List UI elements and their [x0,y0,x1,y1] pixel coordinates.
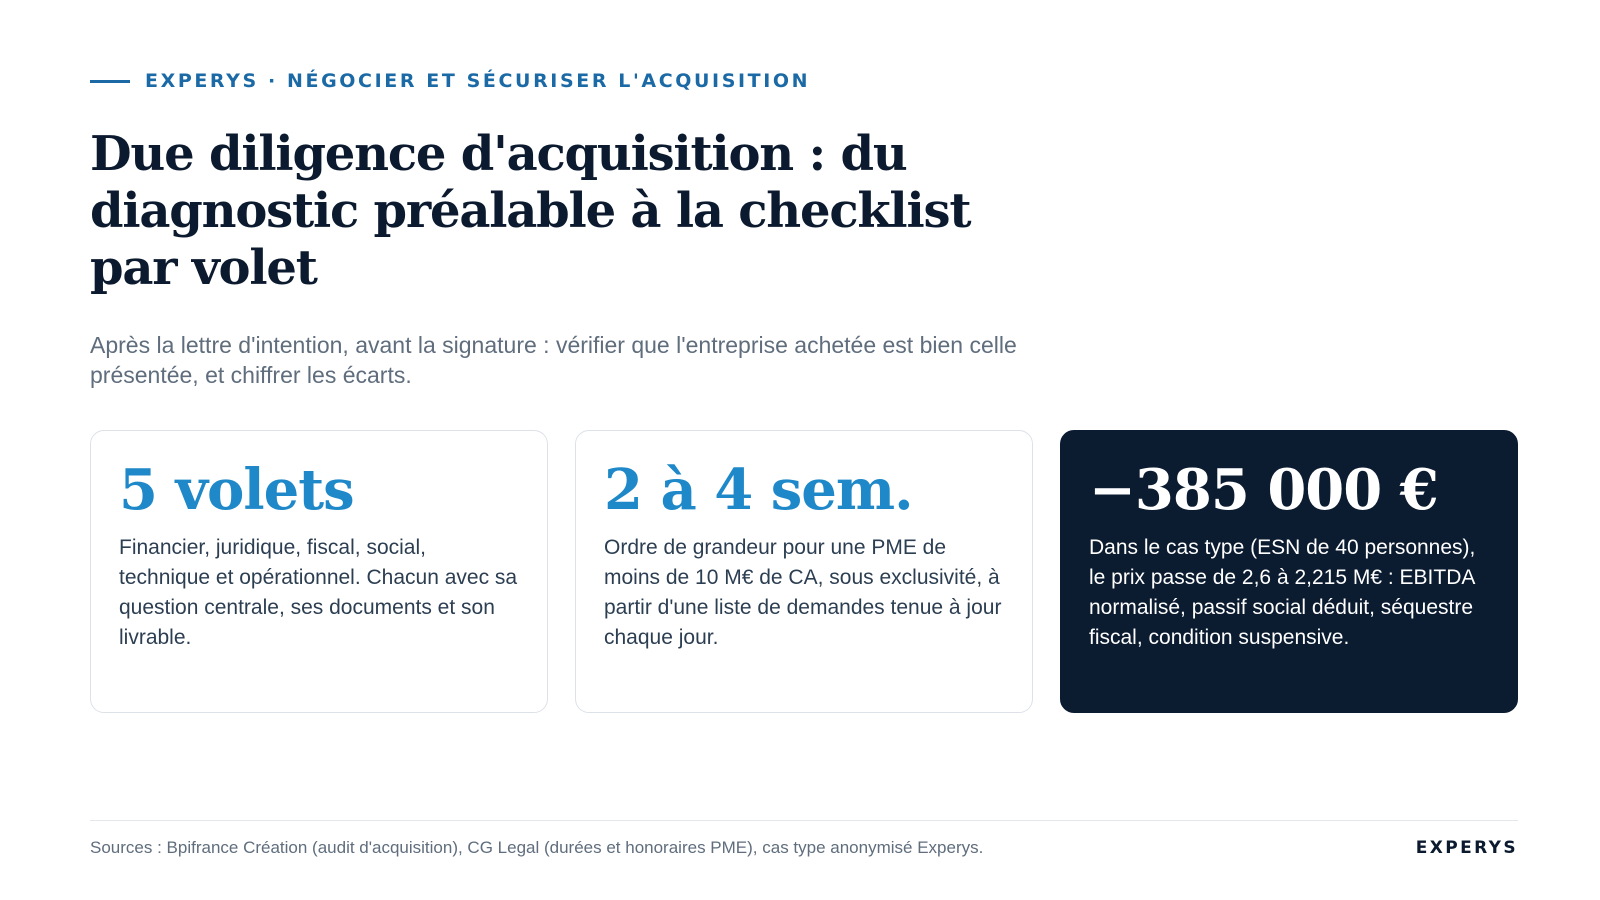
stat-card-volets [90,430,548,713]
stat-cards [90,430,1518,713]
eyebrow-rule [90,80,130,83]
page-subtitle: Après la lettre d'intention, avant la signature : vérifier que l'entreprise achetée est bien celle présentée, et chiffrer les écarts. [90,332,1017,388]
eyebrow-text: EXPERYS · NÉGOCIER ET SÉCURISER L'ACQUISITION [145,70,811,92]
eyebrow [90,70,810,92]
stat-description: Financier, juridique, fiscal, social, technique et opérationnel. Chacun avec sa question centrale, ses documents et son livrable. [119,536,518,649]
stat-value: 5 volets [119,457,354,523]
footer-divider [90,820,1518,821]
stat-value: −385 000 € [1089,457,1438,523]
stat-description: Ordre de grandeur pour une PME de moins de 10 M€ de CA, sous exclusivité, à partir d'une liste de demandes tenue à jour chaque jour. [604,536,1002,649]
page-title: Due diligence d'acquisition : du diagnostic préalable à la checklist par volet [90,126,971,296]
footer-sources: Sources : Bpifrance Création (audit d'acquisition), CG Legal (durées et honoraires PME), cas type anonymisé Experys. [90,838,984,857]
stat-card-price-impact [1060,430,1518,713]
stat-card-duration [575,430,1033,713]
stat-value: 2 à 4 sem. [604,457,913,523]
stat-description: Dans le cas type (ESN de 40 personnes), le prix passe de 2,6 à 2,215 M€ : EBITDA normalisé, passif social déduit, séquestre fiscal, condition suspensive. [1089,536,1476,649]
footer-brand: EXPERYS [1415,838,1518,858]
